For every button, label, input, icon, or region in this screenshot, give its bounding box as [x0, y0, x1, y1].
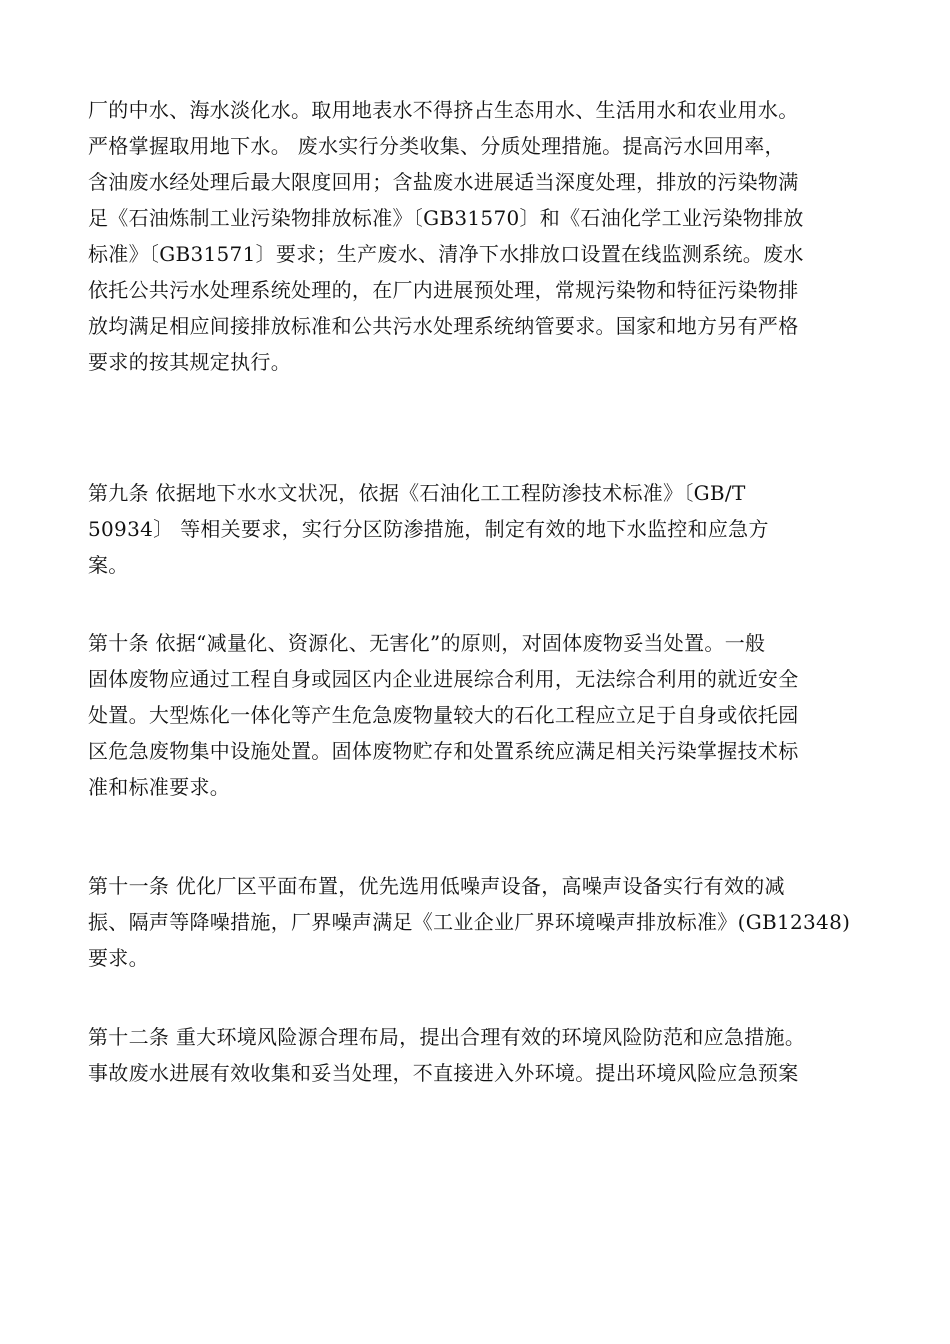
text-line: 严格掌握取用地下水。 废水实行分类收集、分质处理措施。提高污水回用率， — [88, 134, 785, 158]
paragraph-article-11 — [88, 868, 850, 976]
text-line: 事故废水进展有效收集和妥当处理，不直接进入外环境。提出环境风险应急预案 — [88, 1061, 799, 1085]
text-line: 厂的中水、海水淡化水。取用地表水不得挤占生态用水、生活用水和农业用水。 — [88, 98, 799, 122]
text-line: 案。 — [88, 553, 129, 577]
text-line: 50934〕 等相关要求，实行分区防渗措施，制定有效的地下水监控和应急方 — [88, 517, 769, 541]
text-line: 依托公共污水处理系统处理的，在厂内进展预处理，常规污染物和特征污染物排 — [88, 278, 799, 302]
text-line: 要求的按其规定执行。 — [88, 350, 291, 374]
text-line: 固体废物应通过工程自身或园区内企业进展综合利用，无法综合利用的就近安全 — [88, 667, 799, 691]
text-line: 处置。大型炼化一体化等产生危急废物量较大的石化工程应立足于自身或依托园 — [88, 703, 799, 727]
text-line: 足《石油炼制工业污染物排放标准》〔GB31570〕和《石油化学工业污染物排放 — [88, 206, 804, 230]
text-line: 第十一条 优化厂区平面布置，优先选用低噪声设备，高噪声设备实行有效的减 — [88, 874, 785, 898]
text-line: 第九条 依据地下水水文状况，依据《石油化工工程防渗技术标准》〔GB/T — [88, 481, 746, 505]
text-line: 第十条 依据“减量化、资源化、无害化”的原则，对固体废物妥当处置。一般 — [88, 631, 766, 655]
paragraph-article-9 — [88, 475, 769, 583]
text-line: 含油废水经处理后最大限度回用；含盐废水进展适当深度处理，排放的污染物满 — [88, 170, 799, 194]
text-line: 准和标准要求。 — [88, 775, 231, 799]
text-line: 第十二条 重大环境风险源合理布局，提出合理有效的环境风险防范和应急措施。 — [88, 1025, 806, 1049]
text-line: 标准》〔GB31571〕要求；生产废水、清净下水排放口设置在线监测系统。废水 — [88, 242, 804, 266]
text-line: 振、隔声等降噪措施，厂界噪声满足《工业企业厂界环境噪声排放标准》(GB12348) — [88, 910, 851, 934]
text-line: 区危急废物集中设施处置。固体废物贮存和处置系统应满足相关污染掌握技术标 — [88, 739, 799, 763]
text-line: 放均满足相应间接排放标准和公共污水处理系统纳管要求。国家和地方另有严格 — [88, 314, 799, 338]
text-line: 要求。 — [88, 946, 149, 970]
paragraph-article-10 — [88, 625, 799, 805]
paragraph-article-12 — [88, 1019, 805, 1091]
paragraph-wastewater — [88, 92, 804, 380]
